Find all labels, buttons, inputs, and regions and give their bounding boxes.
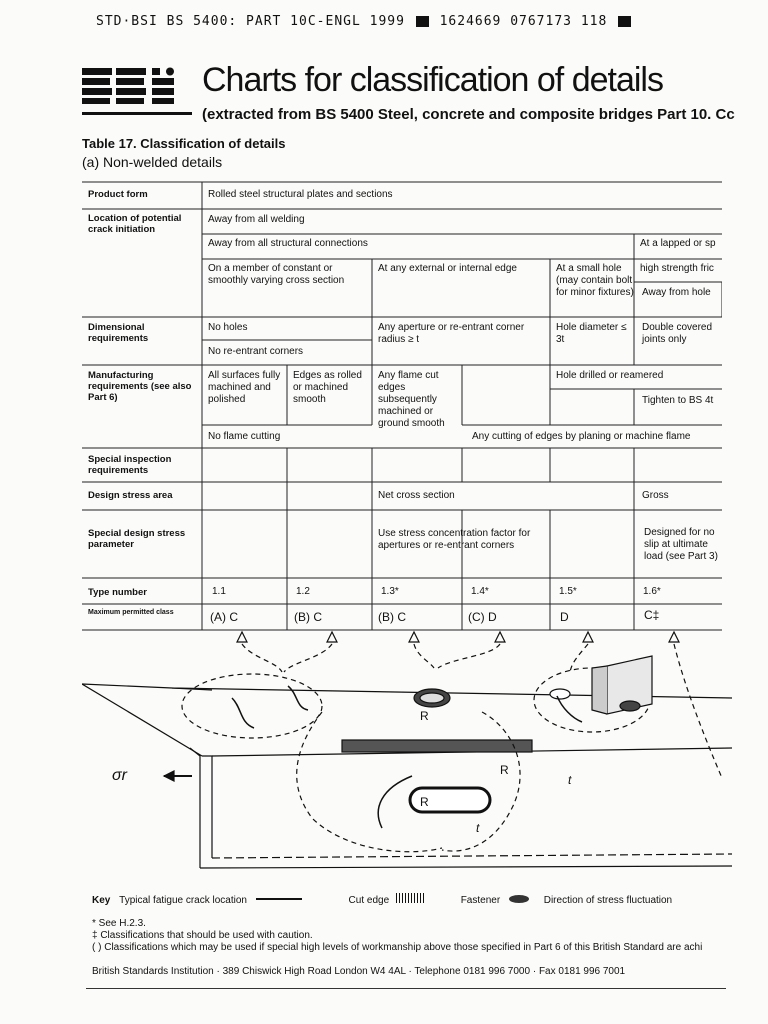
class-1-3: (B) C [378, 610, 406, 624]
page-subtitle: (extracted from BS 5400 Steel, concrete and composite bridges Part 10. Cc [202, 106, 735, 123]
label-manufacturing: Manufacturing requirements (see also Part 6) [88, 370, 192, 403]
key-label: Key [92, 895, 111, 906]
location-connections: Away from all structural connections [208, 238, 368, 249]
dim-double-covered: Double covered joints only [642, 322, 713, 345]
label-inspection: Special inspection requirements [88, 454, 172, 476]
drawing-key [92, 893, 672, 906]
type-number-1-1: 1.1 [212, 586, 226, 597]
param-stress-conc: Use stress concentration factor for apertures or re-entrant corners [378, 528, 531, 551]
footer-address: British Standards Institution · 389 Chiswick High Road London W4 4AL · Telephone 0181 996 7000 · Fax 0181 996 7001 [92, 966, 626, 977]
area-net: Net cross section [378, 490, 455, 501]
mfg-no-flame: No flame cutting [208, 431, 281, 442]
type-number-1-3: 1.3* [381, 586, 399, 597]
key-crack: Typical fatigue crack location [119, 895, 247, 906]
dim-no-holes: No holes [208, 322, 248, 333]
loc-away-hole: Away from hole [642, 287, 711, 298]
param-designed: Designed for no slip at ultimate load (see Part 3) [644, 527, 718, 562]
barcode-block-icon [416, 16, 429, 27]
mfg-edges-rolled: Edges as rolled or machined smooth [293, 370, 362, 405]
class-1-2: (B) C [294, 610, 322, 624]
type-number-1-2: 1.2 [296, 586, 310, 597]
type-number-1-6: 1.6* [643, 586, 661, 597]
classification-table [82, 180, 722, 632]
table-subtitle: (a) Non-welded details [82, 154, 223, 170]
class-1-5: D [560, 610, 569, 624]
bsi-logo [82, 66, 182, 106]
label-product-form: Product form [88, 189, 148, 200]
key-cut-edge: Cut edge [348, 895, 390, 906]
label-type-number: Type number [88, 587, 147, 598]
label-r-1: R [420, 709, 429, 723]
detail-drawing-svg [82, 628, 732, 888]
mfg-tighten: Tighten to BS 4t [642, 395, 714, 406]
mfg-planing: Any cutting of edges by planing or machine flame [472, 431, 691, 442]
mfg-hole-drilled: Hole drilled or reamered [556, 370, 664, 381]
label-design-area: Design stress area [88, 490, 173, 501]
class-1-1: (A) C [210, 610, 238, 624]
cut-edge-hatching [342, 740, 532, 752]
location-welding: Away from all welding [208, 214, 305, 225]
footer-rule [86, 988, 726, 989]
title-underline [82, 112, 192, 115]
label-max-class: Maximum permitted class [88, 609, 174, 616]
label-r-3: R [420, 795, 429, 809]
key-direction: Direction of stress fluctuation [543, 895, 673, 906]
area-gross: Gross [642, 490, 669, 501]
barcode-block-icon [618, 16, 631, 27]
loc-high-strength: high strength fric [640, 263, 714, 274]
dim-no-reentrant: No re-entrant corners [208, 346, 304, 357]
cut-edge-icon [396, 893, 424, 903]
loc-small-hole: At a small hole (may contain bolt for minor fixtures) [556, 263, 634, 298]
dim-hole-diameter: Hole diameter ≤ 3t [556, 322, 627, 345]
doc-code: STD·BSI BS 5400: PART 10C-ENGL 1999 [96, 14, 405, 29]
note-2: ‡ Classifications that should be used with caution. [92, 930, 313, 941]
loc-constant: On a member of constant or smoothly varying cross section [208, 263, 345, 286]
crack-line-icon [256, 898, 302, 900]
dim-aperture: Any aperture or re-entrant corner radius ≥ t [378, 322, 525, 345]
label-location: Location of potential crack initiation [88, 213, 182, 235]
mfg-all-surfaces: All surfaces fully machined and polished [208, 370, 281, 405]
page-title: Charts for classification of details [202, 61, 663, 99]
label-r-2: R [500, 763, 509, 777]
type-number-1-4: 1.4* [471, 586, 489, 597]
product-form-value: Rolled steel structural plates and sections [208, 189, 393, 200]
label-dimensional: Dimensional requirements [88, 322, 149, 344]
fastener-icon [509, 895, 529, 903]
location-lapped: At a lapped or sp [640, 238, 716, 249]
notes [92, 918, 728, 954]
detail-drawing [82, 628, 732, 888]
label-t-2: t [476, 821, 480, 835]
class-1-4: (C) D [468, 610, 497, 624]
loc-edge: At any external or internal edge [378, 263, 517, 274]
pointer-arrows [237, 632, 679, 642]
table-title: Table 17. Classification of details [82, 136, 286, 151]
type-number-1-5: 1.5* [559, 586, 577, 597]
label-t-1: t [568, 773, 572, 787]
key-fastener: Fastener [460, 895, 501, 906]
doc-numbers: 1624669 0767173 118 [439, 14, 608, 29]
note-3: ( ) Classifications which may be used if special high levels of workmanship above those specified in Part 6 of this British Standard are achi [92, 942, 703, 953]
mfg-flame: Any flame cut edges subsequently machined or ground smooth [378, 370, 445, 429]
document-code-header [96, 14, 633, 29]
label-sigma: σr [112, 767, 127, 784]
class-1-6: C‡ [644, 608, 660, 622]
note-1: * See H.2.3. [92, 918, 146, 929]
label-design-param: Special design stress parameter [88, 528, 186, 550]
